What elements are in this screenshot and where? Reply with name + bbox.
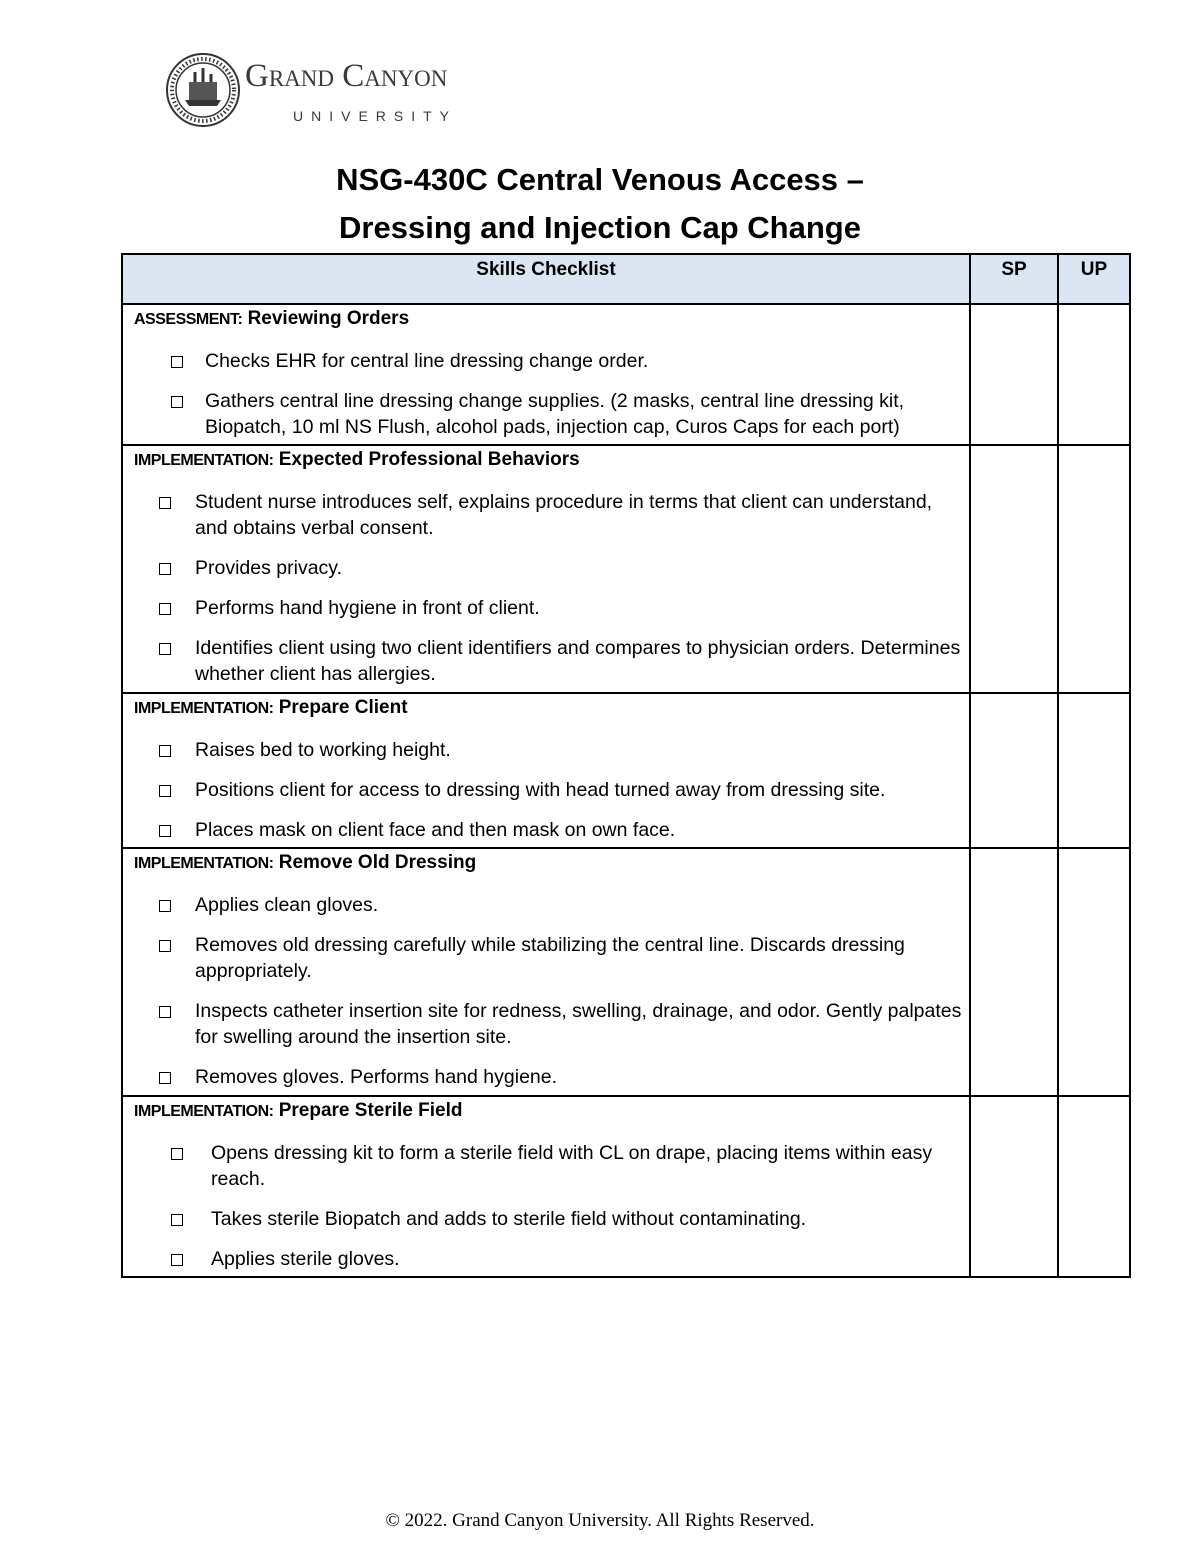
section-cell [122,1096,970,1277]
section-title [123,849,969,878]
checklist-item [123,892,969,918]
checklist-item-text: Removes old dressing carefully while stabilizing the central line. Discards dressing appropriately. [195,934,905,982]
checklist-item-text: Opens dressing kit to form a sterile field with CL on drape, placing items within easy reach. [211,1142,933,1190]
sp-cell[interactable] [970,693,1058,848]
checklist-item-text: Removes gloves. Performs hand hygiene. [195,1066,558,1088]
section-category: IMPLEMENTATION: [134,855,274,872]
checklist-section-row [122,848,1130,1096]
checklist-section-row [122,693,1130,848]
checkbox-icon[interactable] [171,1148,183,1160]
checklist-item-text: Inspects catheter insertion site for redness, swelling, drainage, and odor. Gently palpates for swelling around the insertion site. [195,1000,962,1048]
checklist-item-text: Performs hand hygiene in front of client. [195,597,540,619]
section-label: Prepare Client [278,697,408,718]
section-label: Remove Old Dressing [278,852,477,873]
skills-checklist-table [121,253,1131,1278]
checklist-item-text: Applies clean gloves. [195,894,379,916]
university-seal-icon [165,52,241,128]
checkbox-icon[interactable] [159,563,171,575]
section-title [123,694,969,723]
checklist-item [123,998,969,1050]
checklist-item [123,348,969,374]
sp-cell[interactable] [970,1096,1058,1277]
checkbox-icon[interactable] [159,900,171,912]
up-cell[interactable] [1058,1096,1130,1277]
checklist-item [123,489,969,541]
logo-name: Grand Canyon [245,58,448,94]
section-label: Reviewing Orders [247,308,410,329]
up-cell[interactable] [1058,848,1130,1096]
page-title-line-1: NSG-430C Central Venous Access – [336,162,864,197]
logo-subtitle: UNIVERSITY [293,108,458,124]
checkbox-icon[interactable] [159,603,171,615]
section-cell [122,445,970,693]
checklist-item [123,737,969,763]
section-title [123,446,969,475]
checkbox-icon[interactable] [171,356,183,368]
checklist-item [123,1206,969,1232]
checklist-item-text: Provides privacy. [195,557,343,579]
sp-cell[interactable] [970,848,1058,1096]
checklist-item-text: Places mask on client face and then mask on own face. [195,819,676,841]
section-category: IMPLEMENTATION: [134,1103,274,1120]
checkbox-icon[interactable] [159,1072,171,1084]
checklist-item-text: Takes sterile Biopatch and adds to sterile field without contaminating. [211,1208,807,1230]
sp-cell[interactable] [970,304,1058,445]
copyright-footer: © 2022. Grand Canyon University. All Rights Reserved. [385,1510,815,1531]
header-sp: SP [970,254,1058,304]
checklist-item [123,932,969,984]
checklist-item [123,777,969,803]
checklist-section-row [122,1096,1130,1277]
checklist-item [123,1064,969,1090]
sp-cell[interactable] [970,445,1058,693]
header-up: UP [1058,254,1130,304]
section-cell [122,848,970,1096]
section-cell [122,304,970,445]
checklist-item-text: Applies sterile gloves. [211,1248,400,1270]
checklist-item [123,817,969,843]
checkbox-icon[interactable] [159,940,171,952]
section-title [123,1097,969,1126]
checkbox-icon[interactable] [159,825,171,837]
checklist-item [123,1140,969,1192]
checkbox-icon[interactable] [159,785,171,797]
section-category: IMPLEMENTATION: [134,452,274,469]
section-title [123,305,969,334]
checkbox-icon[interactable] [171,1254,183,1266]
page-title-line-2: Dressing and Injection Cap Change [339,210,861,245]
checklist-item-text: Student nurse introduces self, explains procedure in terms that client can understand, and obtains verbal consent. [195,491,933,539]
up-cell[interactable] [1058,693,1130,848]
header-skills-checklist: Skills Checklist [122,254,970,304]
checkbox-icon[interactable] [171,396,183,408]
checkbox-icon[interactable] [171,1214,183,1226]
checklist-item-text: Checks EHR for central line dressing change order. [205,350,649,372]
checklist-item-text: Identifies client using two client identifiers and compares to physician orders. Determines whether client has allergies. [195,637,961,685]
checklist-item-text: Raises bed to working height. [195,739,451,761]
section-category: ASSESSMENT: [134,311,243,328]
checkbox-icon[interactable] [159,1006,171,1018]
checklist-section-row [122,304,1130,445]
checklist-item-text: Gathers central line dressing change supplies. (2 masks, central line dressing kit, Biopatch, 10 ml NS Flush, alcohol pads, injection cap, Curos Caps for each port) [205,390,905,438]
table-header-row [122,254,1130,304]
checklist-item [123,635,969,687]
checklist-item [123,1246,969,1272]
section-label: Prepare Sterile Field [278,1100,463,1121]
checklist-section-row [122,445,1130,693]
checklist-item [123,555,969,581]
section-label: Expected Professional Behaviors [278,449,580,470]
checkbox-icon[interactable] [159,745,171,757]
up-cell[interactable] [1058,304,1130,445]
section-category: IMPLEMENTATION: [134,700,274,717]
checklist-item [123,595,969,621]
up-cell[interactable] [1058,445,1130,693]
checkbox-icon[interactable] [159,643,171,655]
checklist-item [123,388,969,440]
section-cell [122,693,970,848]
checkbox-icon[interactable] [159,497,171,509]
checklist-body [122,304,1130,1277]
university-logo [165,52,510,132]
checklist-item-text: Positions client for access to dressing with head turned away from dressing site. [195,779,886,801]
